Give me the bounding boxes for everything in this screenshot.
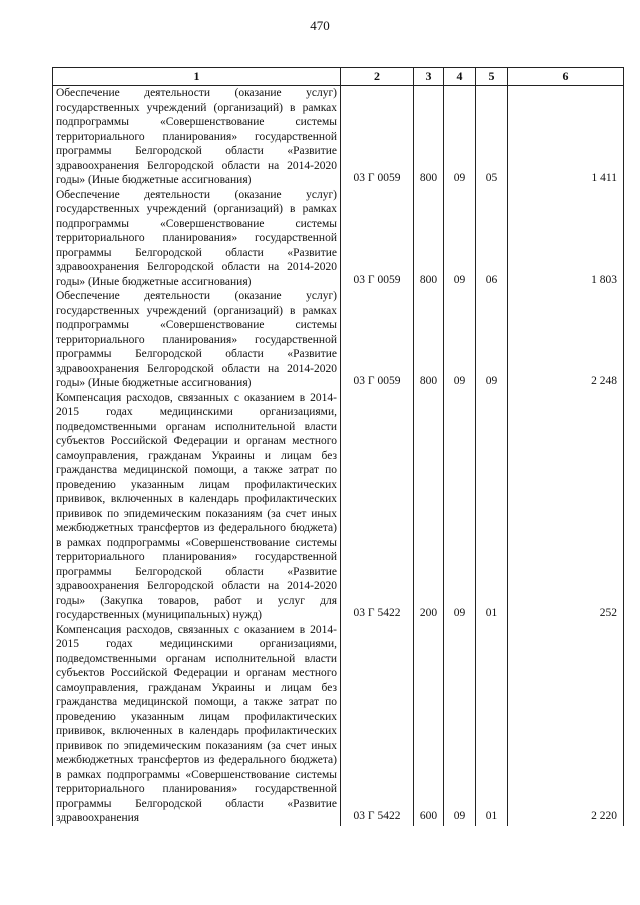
table-row (53, 623, 624, 826)
column-header-2: 2 (341, 68, 414, 86)
row-section: 09 (444, 623, 476, 826)
row-subsection: 05 (476, 86, 508, 188)
row-expense-type: 200 (414, 391, 444, 623)
table-row (53, 188, 624, 290)
row-section: 09 (444, 289, 476, 391)
row-code: 03 Г 0059 (341, 188, 414, 290)
row-code: 03 Г 5422 (341, 391, 414, 623)
row-amount: 252 (508, 391, 624, 623)
row-expense-type: 600 (414, 623, 444, 826)
budget-table (52, 67, 624, 826)
row-code: 03 Г 0059 (341, 289, 414, 391)
column-header-3: 3 (414, 68, 444, 86)
row-section: 09 (444, 391, 476, 623)
row-subsection: 06 (476, 188, 508, 290)
row-code: 03 Г 5422 (341, 623, 414, 826)
row-section: 09 (444, 188, 476, 290)
table-row (53, 289, 624, 391)
row-amount: 1 803 (508, 188, 624, 290)
page-number: 470 (310, 18, 330, 33)
row-description: Обеспечение деятельности (оказание услуг) государственных учреждений (организаций) в рамках подпрограммы «Совершенствование системы территориального планирования» государственной программы Белгородской области «Развитие здравоохранения Белгородской области на 2014-2020 годы» (Иные бюджетные ассигнования) (53, 86, 341, 188)
row-amount: 2 220 (508, 623, 624, 826)
row-subsection: 01 (476, 391, 508, 623)
row-expense-type: 800 (414, 86, 444, 188)
column-header-1: 1 (53, 68, 341, 86)
row-subsection: 09 (476, 289, 508, 391)
column-header-5: 5 (476, 68, 508, 86)
row-amount: 1 411 (508, 86, 624, 188)
table-header (53, 68, 624, 86)
row-description: Компенсация расходов, связанных с оказанием в 2014-2015 годах медицинскими организациями, подведомственными органам исполнительной власти субъектов Российской Федерации и органам местного самоуправления, гражданам Украины и лицам без гражданства медицинской помощи, а также затрат по проведению указанным лицам профилактических прививок, включенных в календарь профилактических прививок по эпидемическим показаниям (за счет иных межбюджетных трансфертов из федерального бюджета) в рамках подпрограммы «Совершенствование системы территориального планирования» государственной программы Белгородской области «Развитие здравоохранения (53, 623, 341, 826)
row-amount: 2 248 (508, 289, 624, 391)
row-description: Обеспечение деятельности (оказание услуг) государственных учреждений (организаций) в рамках подпрограммы «Совершенствование системы территориального планирования» государственной программы Белгородской области «Развитие здравоохранения Белгородской области на 2014-2020 годы» (Иные бюджетные ассигнования) (53, 289, 341, 391)
row-description: Обеспечение деятельности (оказание услуг) государственных учреждений (организаций) в рамках подпрограммы «Совершенствование системы территориального планирования» государственной программы Белгородской области «Развитие здравоохранения Белгородской области на 2014-2020 годы» (Иные бюджетные ассигнования) (53, 188, 341, 290)
column-header-6: 6 (508, 68, 624, 86)
table-row (53, 86, 624, 188)
row-description: Компенсация расходов, связанных с оказанием в 2014-2015 годах медицинскими организациями, подведомственными органам исполнительной власти субъектов Российской Федерации и органам местного самоуправления, гражданам Украины и лицам без гражданства медицинской помощи, а также затрат по проведению указанным лицам профилактических прививок, включенных в календарь профилактических прививок по эпидемическим показаниям (за счет иных межбюджетных трансфертов из федерального бюджета) в рамках подпрограммы «Совершенствование системы территориального планирования» государственной программы Белгородской области «Развитие здравоохранения Белгородской области на 2014-2020 годы» (Закупка товаров, работ и услуг для государственных (муниципальных) нужд) (53, 391, 341, 623)
row-expense-type: 800 (414, 188, 444, 290)
row-section: 09 (444, 86, 476, 188)
table-row (53, 391, 624, 623)
row-expense-type: 800 (414, 289, 444, 391)
row-subsection: 01 (476, 623, 508, 826)
row-code: 03 Г 0059 (341, 86, 414, 188)
column-header-4: 4 (444, 68, 476, 86)
